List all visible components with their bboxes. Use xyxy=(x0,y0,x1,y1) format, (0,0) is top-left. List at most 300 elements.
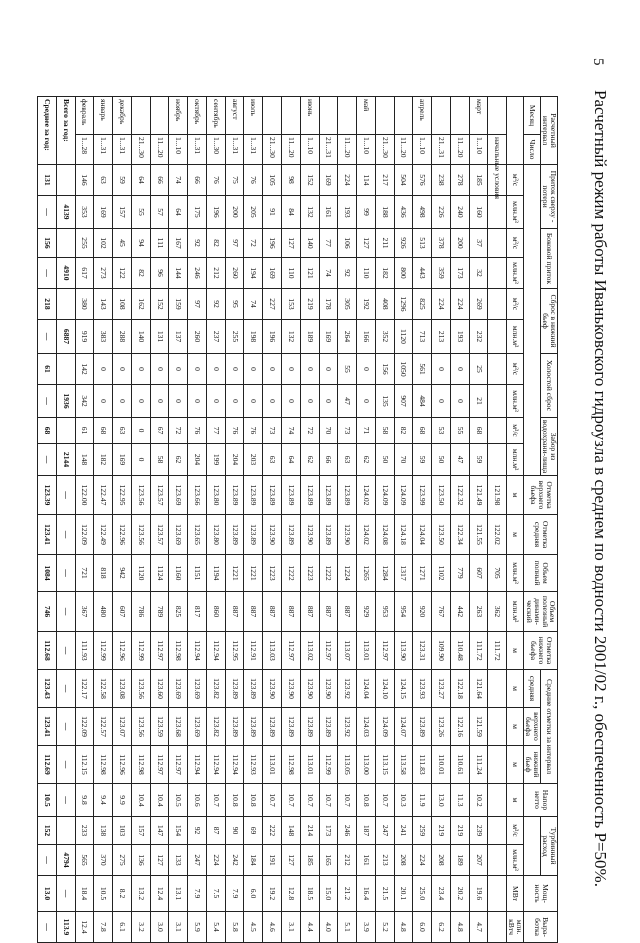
day-cell: 1...10 xyxy=(357,135,376,165)
value-cell xyxy=(56,165,75,196)
value-cell: 161 xyxy=(357,845,376,876)
value-cell: 110 xyxy=(282,258,301,289)
value-cell: 55 xyxy=(450,418,469,444)
value-cell: 110.48 xyxy=(450,632,469,670)
summary-label: Среднее за год: xyxy=(38,97,57,165)
value-cell: 123.99 xyxy=(413,476,432,515)
value-cell: 123.89 xyxy=(225,515,244,555)
average-row xyxy=(38,97,57,943)
value-cell: 68 xyxy=(38,418,57,444)
value-cell: 0 xyxy=(113,354,132,385)
value-cell: 5.9 xyxy=(188,912,207,943)
value-cell: 6.0 xyxy=(413,912,432,943)
col-lower-level: Отметка нижнего бьефа xyxy=(524,632,558,670)
value-cell: 146 xyxy=(75,165,94,196)
value-cell: 1194 xyxy=(206,555,225,592)
value-cell: 1936 xyxy=(56,385,75,418)
value-cell: 200 xyxy=(450,229,469,258)
header-sub-spacer xyxy=(524,165,541,476)
value-cell: 72 xyxy=(169,418,188,444)
value-cell xyxy=(56,354,75,385)
value-cell: 484 xyxy=(413,385,432,418)
value-cell: 136 xyxy=(131,845,150,876)
value-cell: 55 xyxy=(338,354,357,385)
value-cell: 77 xyxy=(319,229,338,258)
value-cell: 66 xyxy=(188,165,207,196)
value-cell: 95 xyxy=(225,289,244,320)
value-cell: 122.34 xyxy=(450,515,469,555)
value-cell: 6887 xyxy=(56,320,75,354)
day-cell: 11...20 xyxy=(338,135,357,165)
value-cell: 123.89 xyxy=(319,476,338,515)
value-cell: 942 xyxy=(113,555,132,592)
value-cell: 213 xyxy=(375,845,394,876)
value-cell: 55 xyxy=(131,196,150,229)
value-cell: 112.99 xyxy=(131,632,150,670)
value-cell: 18.5 xyxy=(300,876,319,912)
value-cell xyxy=(488,444,507,476)
value-cell: 112.97 xyxy=(169,746,188,784)
unit-cell: м xyxy=(507,632,524,670)
value-cell: 70 xyxy=(394,444,413,476)
value-cell: 184 xyxy=(244,845,263,876)
value-cell: — xyxy=(56,670,75,708)
value-cell: 105 xyxy=(263,165,282,196)
value-cell: 203 xyxy=(244,444,263,476)
value-cell: 112.97 xyxy=(375,632,394,670)
value-cell: 112.95 xyxy=(225,632,244,670)
table-row xyxy=(413,97,432,943)
day-cell: 11...20 xyxy=(394,135,413,165)
value-cell: 10.6 xyxy=(188,784,207,817)
value-cell: 207 xyxy=(469,845,488,876)
value-cell: 63 xyxy=(338,444,357,476)
value-cell: 123.92 xyxy=(338,708,357,746)
value-cell: 0 xyxy=(244,354,263,385)
day-cell: 1...30 xyxy=(206,135,225,165)
value-cell: 5.4 xyxy=(206,912,225,943)
value-cell: 112.98 xyxy=(169,632,188,670)
value-cell: 122.58 xyxy=(94,670,113,708)
value-cell: 92 xyxy=(188,817,207,845)
value-cell: 920 xyxy=(413,592,432,632)
value-cell: 123.59 xyxy=(150,708,169,746)
value-cell: 19.2 xyxy=(263,876,282,912)
value-cell: 122.32 xyxy=(450,476,469,515)
value-cell: 121.59 xyxy=(469,708,488,746)
month-cell: сентябрь xyxy=(206,97,225,135)
value-cell: 0 xyxy=(319,385,338,418)
value-cell: 0 xyxy=(300,385,319,418)
value-cell: 94 xyxy=(131,229,150,258)
value-cell: 359 xyxy=(432,258,451,289)
unit-cell: м³/с xyxy=(507,229,524,258)
value-cell: 196 xyxy=(206,196,225,229)
value-cell: 227 xyxy=(263,289,282,320)
value-cell: 122.49 xyxy=(94,515,113,555)
value-cell: 5.2 xyxy=(375,912,394,943)
value-cell: 68 xyxy=(94,418,113,444)
value-cell: — xyxy=(38,444,57,476)
value-cell: 200 xyxy=(225,196,244,229)
value-cell: 255 xyxy=(225,320,244,354)
value-cell: 124.09 xyxy=(394,476,413,515)
value-cell: 4794 xyxy=(56,845,75,876)
value-cell: — xyxy=(38,385,57,418)
table-row xyxy=(319,97,338,943)
value-cell: 113.15 xyxy=(375,746,394,784)
value-cell: 123.90 xyxy=(300,670,319,708)
value-cell: 617 xyxy=(75,258,94,289)
value-cell: 58 xyxy=(375,418,394,444)
value-cell: 135 xyxy=(375,385,394,418)
table-body xyxy=(38,97,507,943)
value-cell: 124.02 xyxy=(357,515,376,555)
value-cell: 123.82 xyxy=(206,670,225,708)
value-cell: 212 xyxy=(206,258,225,289)
value-cell: 3.1 xyxy=(169,912,188,943)
value-cell: 124.04 xyxy=(413,515,432,555)
value-cell: 246 xyxy=(338,817,357,845)
value-cell: 0 xyxy=(188,354,207,385)
value-cell: 1160 xyxy=(169,555,188,592)
unit-cell: млн.м³ xyxy=(507,555,524,592)
day-cell: 1...31 xyxy=(113,135,132,165)
day-cell: 1...10 xyxy=(169,135,188,165)
value-cell: 112.96 xyxy=(113,746,132,784)
value-cell: 123.50 xyxy=(432,515,451,555)
value-cell: — xyxy=(56,708,75,746)
unit-cell: млн.м³ xyxy=(507,385,524,418)
month-cell xyxy=(150,97,169,135)
value-cell: 57 xyxy=(150,196,169,229)
unit-cell: м³/с xyxy=(507,418,524,444)
value-cell: 4.0 xyxy=(319,912,338,943)
value-cell: 10.7 xyxy=(375,784,394,817)
value-cell: — xyxy=(38,258,57,289)
value-cell: 123.89 xyxy=(263,708,282,746)
value-cell: 10.8 xyxy=(357,784,376,817)
value-cell: 122.57 xyxy=(94,708,113,746)
col-net-head: Напор нетто xyxy=(524,784,558,817)
value-cell: 110 xyxy=(357,258,376,289)
value-cell: 4.5 xyxy=(244,912,263,943)
value-cell: 123.90 xyxy=(300,515,319,555)
value-cell: 123.89 xyxy=(244,708,263,746)
value-cell: 47 xyxy=(338,385,357,418)
value-cell: 73 xyxy=(338,418,357,444)
value-cell: 122.96 xyxy=(113,515,132,555)
value-cell: 123.31 xyxy=(413,632,432,670)
value-cell: 112.99 xyxy=(94,632,113,670)
value-cell: 247 xyxy=(375,817,394,845)
col-levels-upper: верхнего бьефа xyxy=(524,708,541,746)
table-row xyxy=(450,97,469,943)
value-cell: 123.89 xyxy=(282,708,301,746)
value-cell: 123.08 xyxy=(113,670,132,708)
value-cell: 825 xyxy=(413,289,432,320)
value-cell: 62 xyxy=(357,444,376,476)
value-cell: 123.69 xyxy=(169,476,188,515)
value-cell: 123.80 xyxy=(206,476,225,515)
value-cell: 189 xyxy=(450,845,469,876)
value-cell: 123.60 xyxy=(150,670,169,708)
value-cell: 224 xyxy=(413,845,432,876)
value-cell: 212 xyxy=(338,845,357,876)
value-cell: 5.8 xyxy=(225,912,244,943)
value-cell: 165 xyxy=(319,845,338,876)
value-cell: 64 xyxy=(131,165,150,196)
value-cell: 123.89 xyxy=(300,476,319,515)
value-cell: 112.97 xyxy=(150,746,169,784)
value-cell: 0 xyxy=(206,354,225,385)
value-cell: 275 xyxy=(113,845,132,876)
total-row xyxy=(56,97,75,943)
value-cell: 10.8 xyxy=(244,784,263,817)
value-cell: 887 xyxy=(282,592,301,632)
value-cell: 113.90 xyxy=(394,632,413,670)
day-cell: 21...31 xyxy=(319,135,338,165)
value-cell: 113.9 xyxy=(56,912,75,943)
value-cell: 240 xyxy=(450,196,469,229)
value-cell: 12.8 xyxy=(282,876,301,912)
value-cell: 353 xyxy=(75,196,94,229)
value-cell: 442 xyxy=(450,592,469,632)
value-cell: 68 xyxy=(413,418,432,444)
col-output: Выра-ботка xyxy=(524,912,558,943)
value-cell: — xyxy=(56,592,75,632)
value-cell: 11.9 xyxy=(413,784,432,817)
month-cell xyxy=(263,97,282,135)
value-cell: 239 xyxy=(469,817,488,845)
value-cell: 443 xyxy=(413,258,432,289)
value-cell: 123.90 xyxy=(263,670,282,708)
value-cell: 705 xyxy=(488,555,507,592)
value-cell: 0 xyxy=(113,385,132,418)
value-cell: 58 xyxy=(150,444,169,476)
value-cell: 929 xyxy=(357,592,376,632)
value-cell: — xyxy=(38,912,57,943)
value-cell: 800 xyxy=(394,258,413,289)
value-cell: 84 xyxy=(282,196,301,229)
col-idle-discharge: Холостой сброс xyxy=(541,354,558,418)
value-cell: 218 xyxy=(38,289,57,320)
value-cell: 919 xyxy=(75,320,94,354)
value-cell: 0 xyxy=(225,385,244,418)
col-day: Число xyxy=(524,135,541,165)
value-cell: 1223 xyxy=(263,555,282,592)
table-row xyxy=(394,97,413,943)
value-cell: 61 xyxy=(75,418,94,444)
unit-cell: м xyxy=(507,670,524,708)
value-cell: 137 xyxy=(169,320,188,354)
value-cell: 182 xyxy=(94,444,113,476)
value-cell: 342 xyxy=(75,385,94,418)
value-cell: 110.61 xyxy=(450,746,469,784)
month-cell xyxy=(338,97,357,135)
value-cell: 259 xyxy=(413,817,432,845)
value-cell: 53 xyxy=(432,418,451,444)
value-cell: 3.0 xyxy=(150,912,169,943)
value-cell: 75 xyxy=(225,165,244,196)
value-cell: 103 xyxy=(113,817,132,845)
value-cell: 887 xyxy=(263,592,282,632)
value-cell: 124.18 xyxy=(394,515,413,555)
value-cell: 112.15 xyxy=(75,746,94,784)
value-cell: 113.01 xyxy=(357,632,376,670)
value-cell: 196 xyxy=(263,320,282,354)
value-cell: 10.4 xyxy=(150,784,169,817)
value-cell: 124.04 xyxy=(357,670,376,708)
units-spacer xyxy=(507,97,524,165)
value-cell: 121.64 xyxy=(469,670,488,708)
value-cell: 1317 xyxy=(394,555,413,592)
value-cell: 50 xyxy=(432,444,451,476)
value-cell: 123.66 xyxy=(188,476,207,515)
value-cell xyxy=(488,845,507,876)
value-cell: 224 xyxy=(450,289,469,320)
value-cell: 188 xyxy=(375,196,394,229)
value-cell: 173 xyxy=(450,258,469,289)
value-cell: 147 xyxy=(150,817,169,845)
value-cell: 112.98 xyxy=(131,746,150,784)
value-cell: 7.8 xyxy=(94,912,113,943)
value-cell: 224 xyxy=(206,845,225,876)
value-cell: 74 xyxy=(169,165,188,196)
value-cell: — xyxy=(38,845,57,876)
value-cell: 73 xyxy=(263,418,282,444)
value-cell: 907 xyxy=(394,385,413,418)
col-levels-lower: нижний бьеф xyxy=(524,746,541,784)
value-cell: 66 xyxy=(150,165,169,196)
value-cell: 169 xyxy=(263,258,282,289)
value-cell: 96 xyxy=(150,258,169,289)
value-cell: 169 xyxy=(319,165,338,196)
value-cell: 3.9 xyxy=(357,912,376,943)
value-cell: 82 xyxy=(394,418,413,444)
day-cell: 21...30 xyxy=(263,135,282,165)
value-cell: 10.5 xyxy=(94,876,113,912)
month-cell xyxy=(282,97,301,135)
value-cell: 69 xyxy=(244,817,263,845)
value-cell: 193 xyxy=(450,320,469,354)
value-cell: 199 xyxy=(206,444,225,476)
value-cell: 123.39 xyxy=(38,476,57,515)
value-cell: 148 xyxy=(282,817,301,845)
value-cell: 288 xyxy=(113,320,132,354)
value-cell xyxy=(488,708,507,746)
value-cell: 143 xyxy=(94,289,113,320)
unit-cell: м xyxy=(507,784,524,817)
value-cell: 123.69 xyxy=(188,708,207,746)
value-cell: 109.90 xyxy=(432,632,451,670)
value-cell: 18.4 xyxy=(75,876,94,912)
table-row xyxy=(469,97,488,943)
value-cell: 61 xyxy=(38,354,57,385)
value-cell: 76 xyxy=(244,418,263,444)
value-cell: 576 xyxy=(413,165,432,196)
value-cell: 132 xyxy=(282,320,301,354)
value-cell: 160 xyxy=(469,196,488,229)
value-cell: 0 xyxy=(188,385,207,418)
value-cell: — xyxy=(38,196,57,229)
value-cell: 124.15 xyxy=(394,670,413,708)
page-number: 5 xyxy=(590,58,606,66)
value-cell: 153 xyxy=(282,289,301,320)
value-cell: 154 xyxy=(169,817,188,845)
value-cell: 111.72 xyxy=(488,632,507,670)
day-cell: 21...31 xyxy=(432,135,451,165)
value-cell: 0 xyxy=(206,385,225,418)
value-cell: 0 xyxy=(169,354,188,385)
value-cell: 4.8 xyxy=(394,912,413,943)
table-row xyxy=(225,97,244,943)
value-cell: 7.9 xyxy=(225,876,244,912)
value-cell: 10.7 xyxy=(319,784,338,817)
unit-cell: м xyxy=(507,515,524,555)
table-row xyxy=(206,97,225,943)
value-cell: 480 xyxy=(94,592,113,632)
value-cell: 10.2 xyxy=(469,784,488,817)
value-cell: 123.65 xyxy=(188,515,207,555)
table-row xyxy=(488,97,507,943)
value-cell xyxy=(488,385,507,418)
value-cell: 142 xyxy=(75,354,94,385)
value-cell: — xyxy=(56,476,75,515)
value-cell: 0 xyxy=(244,385,263,418)
day-cell: 1...31 xyxy=(188,135,207,165)
value-cell: 213 xyxy=(432,320,451,354)
value-cell: 112.69 xyxy=(38,746,57,784)
value-cell: 9.4 xyxy=(94,784,113,817)
day-cell: начальные условия xyxy=(488,135,507,165)
value-cell: 113.01 xyxy=(300,746,319,784)
value-cell: 238 xyxy=(432,165,451,196)
value-cell: 219 xyxy=(432,817,451,845)
document-title: Расчетный режим работы Иваньковского гидроузла в среднем по водности 2001/02 г., обеспеченность Р=50%. xyxy=(591,90,610,887)
table-row xyxy=(432,97,451,943)
value-cell: 113.07 xyxy=(338,632,357,670)
unit-cell: млн.м³ xyxy=(507,592,524,632)
value-cell: 198 xyxy=(244,320,263,354)
value-cell: 76 xyxy=(225,418,244,444)
value-cell: 72 xyxy=(244,229,263,258)
value-cell: 0 xyxy=(131,354,150,385)
month-cell: март xyxy=(469,97,488,135)
value-cell: 887 xyxy=(338,592,357,632)
value-cell: 121.49 xyxy=(469,476,488,515)
value-cell: 77 xyxy=(206,418,225,444)
value-cell: 0 xyxy=(225,354,244,385)
col-full-volume: Объем полный xyxy=(524,555,558,592)
unit-cell: м³/с xyxy=(507,354,524,385)
unit-cell: млн. кВтч xyxy=(507,912,524,943)
value-cell: 0 xyxy=(357,385,376,418)
value-cell: 214 xyxy=(300,817,319,845)
unit-cell: млн.м³ xyxy=(507,320,524,354)
col-levels-mean: средняя xyxy=(524,670,541,708)
header-group-row xyxy=(541,97,558,943)
value-cell: 0 xyxy=(94,385,113,418)
value-cell: 144 xyxy=(169,258,188,289)
value-cell: 123.89 xyxy=(319,708,338,746)
value-cell: 7.5 xyxy=(206,876,225,912)
month-cell: ноябрь xyxy=(169,97,188,135)
value-cell: 20.2 xyxy=(450,876,469,912)
table-row xyxy=(263,97,282,943)
value-cell: 123.82 xyxy=(206,708,225,746)
value-cell: 10.7 xyxy=(300,784,319,817)
